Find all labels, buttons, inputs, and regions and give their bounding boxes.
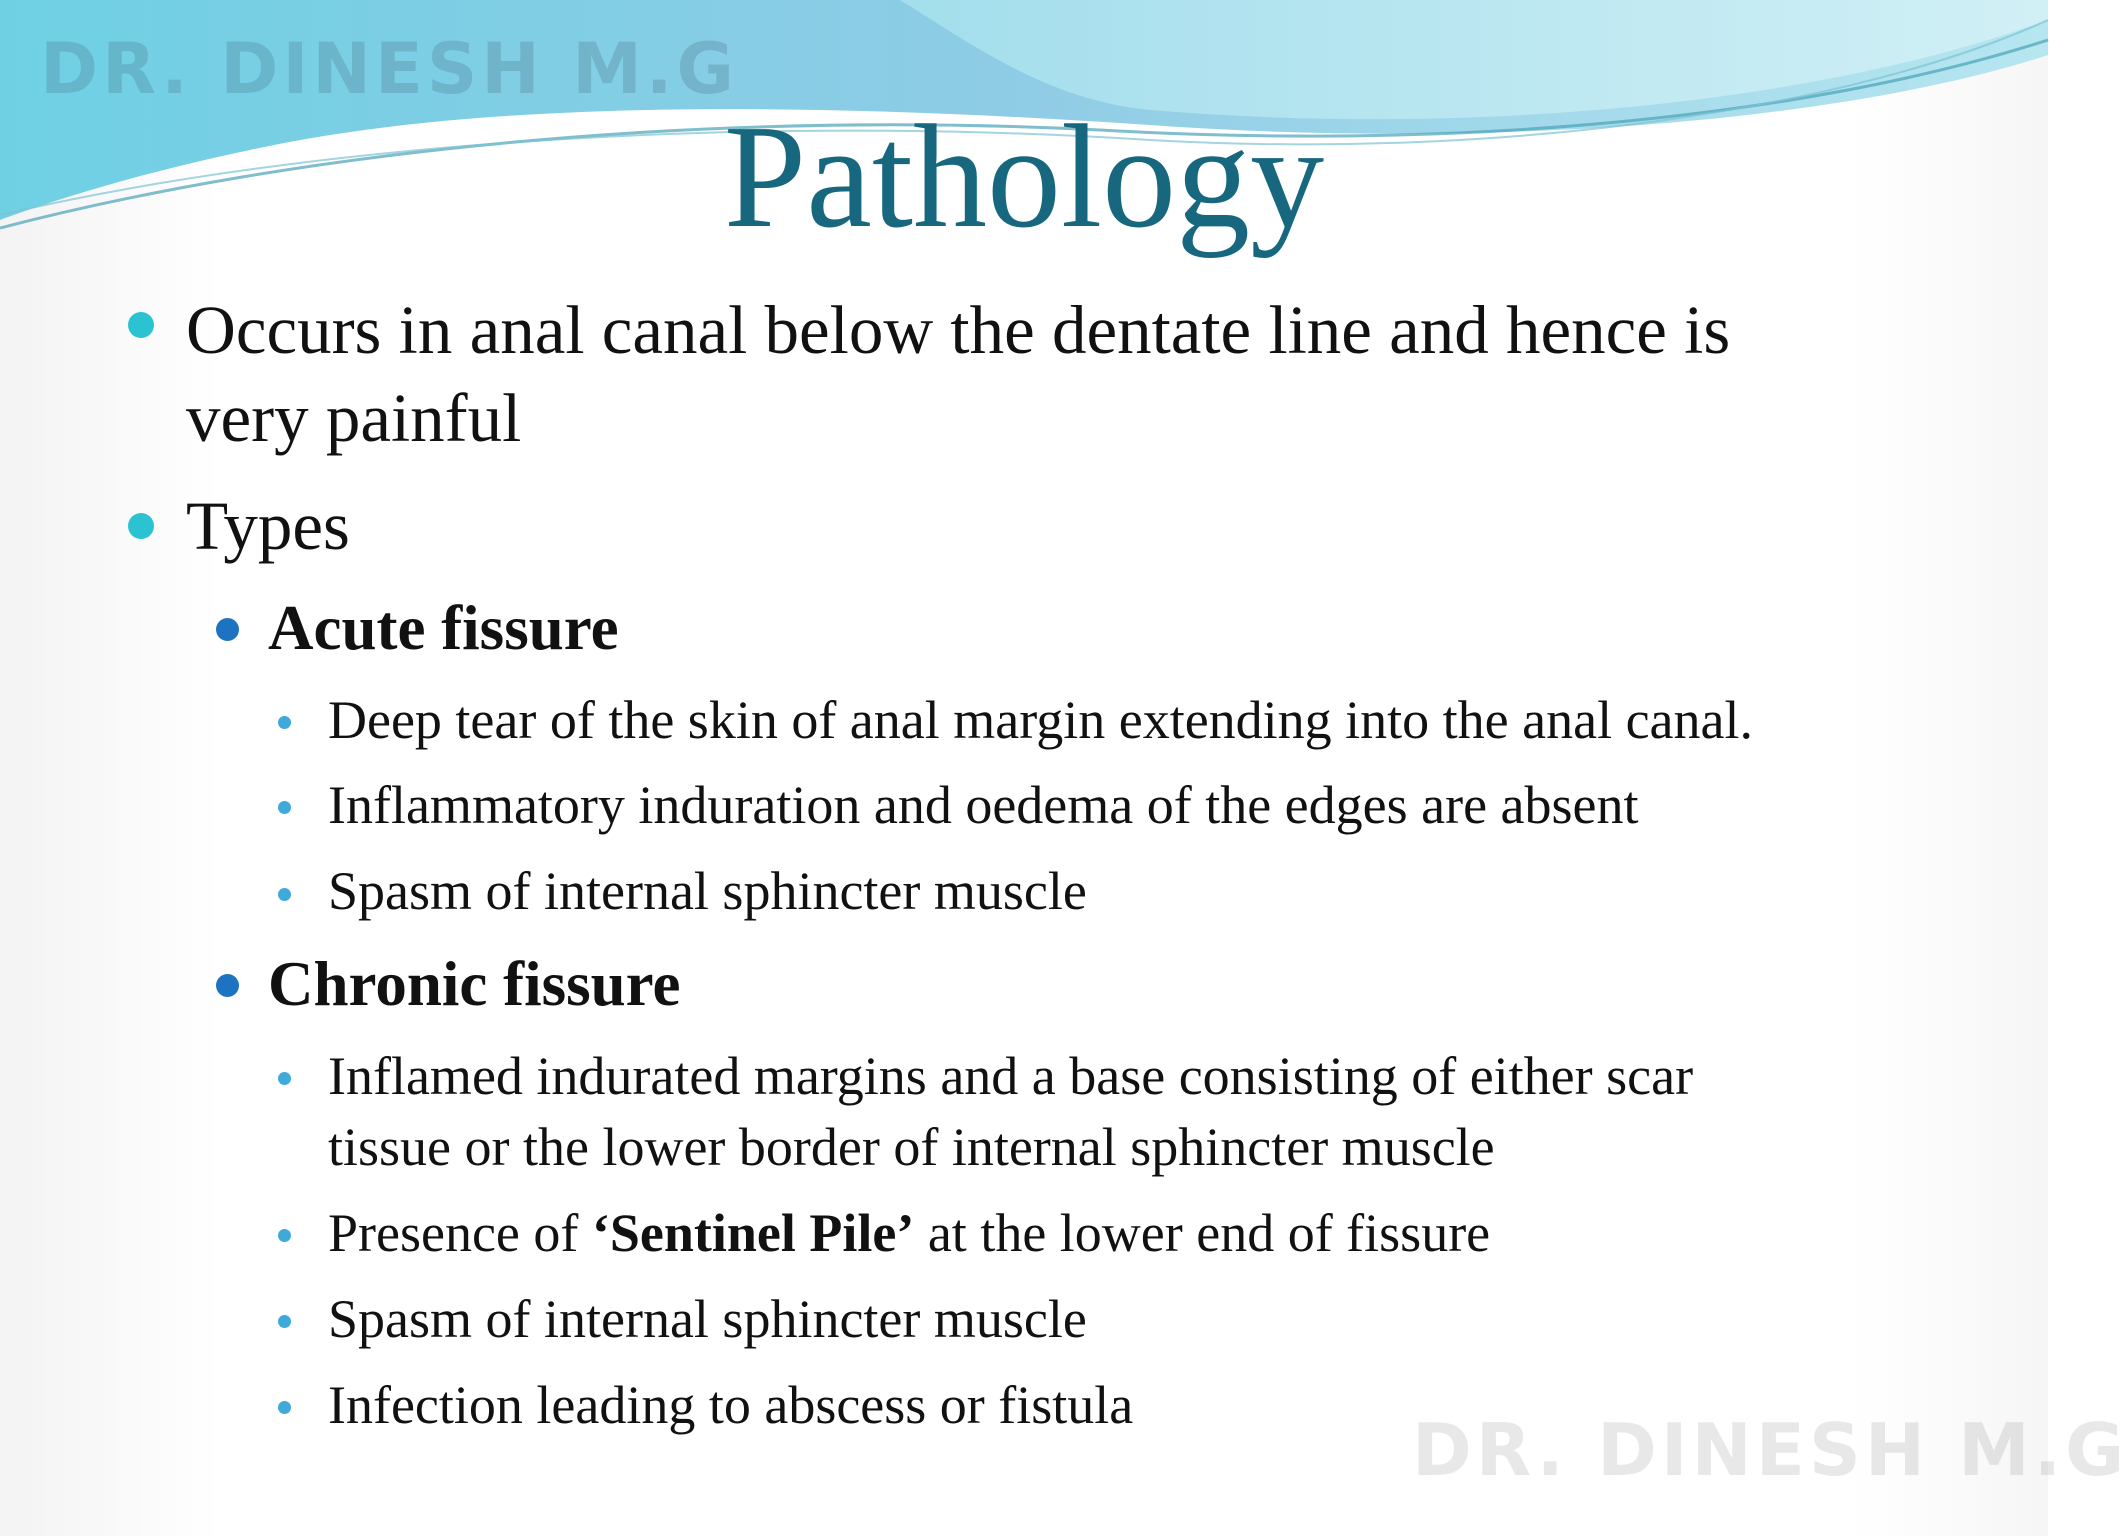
bullet-text-continued: very painful xyxy=(186,380,522,456)
slide-title: Pathology xyxy=(723,95,1325,259)
acute-item: Spasm of internal sphincter muscle xyxy=(328,861,1087,921)
sub-sub-bullet-marker xyxy=(278,1229,291,1242)
acute-fissure-heading: Acute fissure xyxy=(268,593,619,663)
sub-sub-bullet-marker xyxy=(278,716,291,729)
sentinel-pile-prefix: Presence of xyxy=(328,1203,592,1263)
acute-item: Inflammatory induration and oedema of the edges are absent xyxy=(328,775,1639,835)
chronic-item: Inflamed indurated margins and a base consisting of either scar xyxy=(328,1046,1694,1106)
sub-sub-bullet-marker xyxy=(278,888,291,901)
bullet-marker xyxy=(128,312,154,338)
watermark-bottom: DR. DINESH M.G xyxy=(1412,1408,2128,1492)
acute-item: Deep tear of the skin of anal margin extending into the anal canal. xyxy=(328,690,1753,750)
sub-sub-bullet-marker xyxy=(278,1315,291,1328)
chronic-item: Infection leading to abscess or fistula xyxy=(328,1375,1134,1435)
watermark-top: DR. DINESH M.G xyxy=(40,28,738,110)
chronic-item xyxy=(328,1197,1490,1269)
bullet-text: Types xyxy=(186,488,350,564)
sub-sub-bullet-marker xyxy=(278,801,291,814)
chronic-item: Spasm of internal sphincter muscle xyxy=(328,1289,1087,1349)
sub-sub-bullet-marker xyxy=(278,1401,291,1414)
sub-bullet-marker xyxy=(216,618,239,641)
sentinel-pile-suffix: at the lower end of fissure xyxy=(914,1203,1491,1263)
sub-sub-bullet-marker xyxy=(278,1072,291,1085)
bullet-text: Occurs in anal canal below the dentate line and hence is xyxy=(186,292,1731,368)
chronic-item-continued: tissue or the lower border of internal sphincter muscle xyxy=(328,1117,1495,1177)
sentinel-pile-term: ‘Sentinel Pile’ xyxy=(591,1203,915,1263)
bullet-marker xyxy=(128,513,154,539)
chronic-fissure-heading: Chronic fissure xyxy=(268,949,681,1019)
sub-bullet-marker xyxy=(216,974,239,997)
